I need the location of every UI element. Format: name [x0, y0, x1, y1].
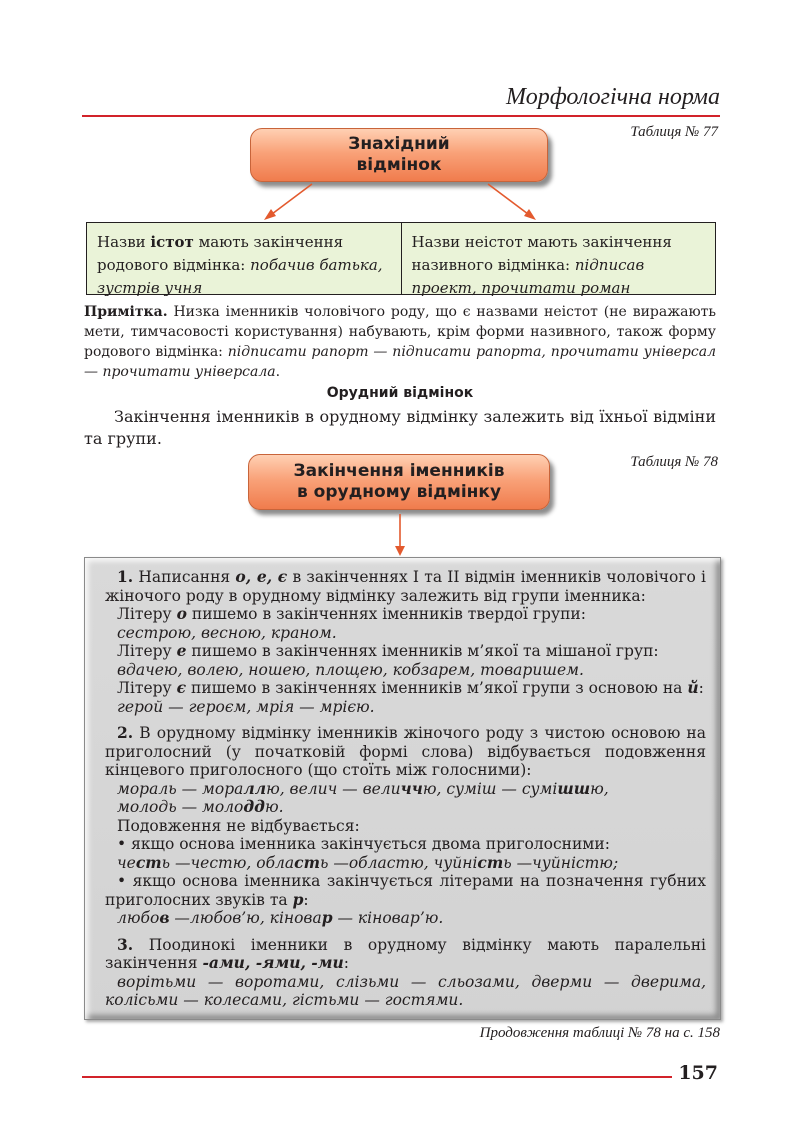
rule-1-l2c: пишемо в закінченнях іменників м’якої та мішаної груп: — [186, 642, 659, 660]
rule-3-text — [101, 936, 706, 973]
rule-1-l3b: є — [176, 678, 187, 697]
rule-2-number: 2. — [117, 723, 134, 742]
r2-ex3a: че — [117, 853, 136, 872]
note-paragraph — [84, 302, 716, 382]
r2-ex1c: ю, велич — вели — [266, 779, 401, 798]
rule-3-a: Поодинокі іменники в орудному відмінку мають паралельні закінчення — [105, 935, 706, 972]
r2-ex1a: мораль — мора — [117, 779, 244, 798]
rule-1-b: в закінченнях І та ІІ відмін іменників чоловічого і жіночого роду в орудному відмінку залежить від групи іменника: — [105, 568, 706, 605]
table-78-title-line2: в орудному відмінку — [296, 482, 502, 502]
table-77-grid — [86, 222, 716, 295]
cell-right-text: Назви неістот мають закінчення називного відмінка: — [411, 233, 672, 274]
rule-3-example — [101, 973, 706, 1010]
table-77-title-line1: Знахідний — [348, 134, 450, 154]
r2-ex4e: — кіновар’ю. — [332, 909, 444, 927]
rule-2-text — [101, 724, 706, 780]
rule-2-example-1 — [101, 780, 706, 799]
running-header-title: Морфологічна норма — [506, 84, 720, 110]
r2-ex4c: —любов’ю, кінова — [169, 909, 322, 927]
note-label: Примітка. — [84, 304, 168, 320]
r2-b2c: : — [303, 890, 309, 909]
r2-ex3d: ст — [294, 852, 320, 872]
rule-1-example-ye — [101, 698, 706, 717]
r2-ex2c: ю. — [264, 798, 284, 816]
r2-ex1g: ю, — [590, 779, 609, 798]
note-end: . — [275, 364, 281, 380]
rule-1-l2a: Літеру — [117, 642, 177, 660]
footer-rule — [82, 1076, 672, 1078]
rule-1-l3a: Літеру — [117, 679, 177, 697]
section-paragraph: Закінчення іменників в орудному відмінку залежить від їхньої відміни та групи. — [84, 407, 716, 448]
rule-3-c: : — [343, 954, 349, 972]
r2-ex4b: в — [159, 908, 170, 927]
rule-1-l3c: пишемо в закінченнях іменників м’якої групи з основою на — [186, 679, 688, 697]
rule-1-l1b: о — [176, 604, 187, 623]
r2-ex3f: ст — [477, 852, 504, 872]
table-78-content-box — [84, 557, 721, 1020]
rule-2-bullet-1: • якщо основа іменника закінчується двома приголосними: — [117, 835, 610, 853]
rule-3-ex: ворітьми — воротами, слізьми — сльозами, дверми — дверима, колісьми — колесами, гістьми — гостями. — [105, 972, 706, 1009]
rule-1-l1a: Літеру — [117, 605, 177, 623]
rule-1-example-o — [101, 624, 706, 643]
r2-ex3g: ь —чуйністю; — [503, 853, 619, 872]
table-77-cell-animate — [87, 223, 401, 297]
arrow-left-head — [264, 209, 276, 220]
continuation-note: Продовження таблиці № 78 на с. 158 — [479, 1025, 720, 1041]
table-78-title-line1: Закінчення іменників — [293, 461, 505, 481]
page-number: 157 — [678, 1062, 718, 1084]
r2-ex2a: молодь — моло — [117, 798, 244, 816]
r2-ex4d: р — [321, 908, 333, 927]
rule-2-example-4 — [101, 909, 706, 928]
rule-3-endings: -ами, -ями, -ми — [202, 953, 344, 972]
rule-1-l1c: пишемо в закінченнях іменників твердої групи: — [186, 605, 586, 623]
cell-left-bold: істот — [150, 233, 194, 251]
rule-1-line-e — [101, 642, 706, 661]
rule-1-l2b: е — [176, 641, 187, 660]
section-heading: Орудний відмінок — [326, 385, 474, 401]
cell-left-text2: мають закінчення родового відмінка: — [97, 233, 344, 274]
r2-ex1b: лл — [243, 778, 267, 798]
table-78-title-box — [248, 454, 550, 510]
rule-1-number: 1. — [117, 567, 134, 586]
r2-ex3e: ь —областю, чуйні — [319, 853, 478, 872]
rule-1-example-e — [101, 661, 706, 680]
table-77-title-line2: відмінок — [356, 155, 442, 175]
rule-1-a: Написання — [133, 568, 236, 586]
table-78-label: Таблиця № 78 — [630, 454, 718, 470]
table-78-arrow — [390, 512, 410, 558]
rule-2-no-lengthening: Подовження не відбувається: — [117, 816, 360, 835]
r2-b2b: р — [292, 889, 304, 909]
rule-1-ex3: герой — героєм, мрія — мрією. — [117, 697, 375, 716]
note-text: Низка іменників чоловічого роду, що є назвами неістот (не виражають мети, тимчасовості користування) набувають, крім форми називного, також форму родового відмінка: — [84, 304, 716, 360]
note-example: підписати рапорт — підписати рапорта, прочитати універсал — прочитати універсала — [84, 344, 716, 380]
rule-1-l3d: й — [687, 678, 699, 697]
rule-1-letters: о, е, є — [235, 567, 288, 586]
rule-3-number: 3. — [117, 934, 134, 954]
r2-b2a: • якщо основа іменника закінчується літерами на позначення губних приголосних звуків та — [105, 872, 706, 909]
cell-left-text: Назви — [97, 233, 151, 251]
arrow-right-line — [488, 184, 532, 217]
arrow-right-head — [524, 209, 536, 220]
r2-ex3b: ст — [135, 852, 162, 872]
r2-ex1d: чч — [400, 778, 423, 798]
rule-2-example-2 — [101, 798, 706, 817]
arrow-left-line — [268, 184, 312, 217]
table-77-label: Таблиця № 77 — [630, 124, 718, 140]
table-77-arrows — [0, 0, 800, 240]
rule-1-line-o — [101, 605, 706, 624]
r2-ex3c: ь —честю, обла — [161, 853, 295, 872]
arrow-down-head — [395, 546, 405, 556]
rule-1-ex1: сестрою, весною, краном. — [117, 623, 337, 642]
r2-ex2b: дд — [243, 797, 265, 816]
rule-1-text — [101, 568, 706, 605]
r2-ex1e: ю, суміш — сумі — [422, 779, 558, 798]
r2-ex1f: шш — [557, 778, 591, 798]
rule-1-ex2: вдачею, волею, ношею, площею, кобзарем, товаришем. — [117, 660, 584, 679]
rule-2-body: В орудному відмінку іменників жіночого роду з чистою основою на приголосний (у початковій формі слова) відбувається подовження кінцевого приголосного (що стоїть між голосними): — [105, 724, 706, 779]
rule-1-line-ye — [101, 679, 706, 698]
cell-right-example: підписав проект, прочитати роман — [411, 256, 645, 297]
rule-2-example-3 — [101, 854, 706, 873]
rule-2-bullet-2 — [101, 872, 706, 909]
r2-ex4a: любо — [117, 909, 160, 927]
cell-left-example: побачив батька, зустрів учня — [97, 256, 383, 297]
table-77-cell-inanimate — [401, 223, 716, 297]
rule-1-l3e: : — [698, 679, 704, 697]
